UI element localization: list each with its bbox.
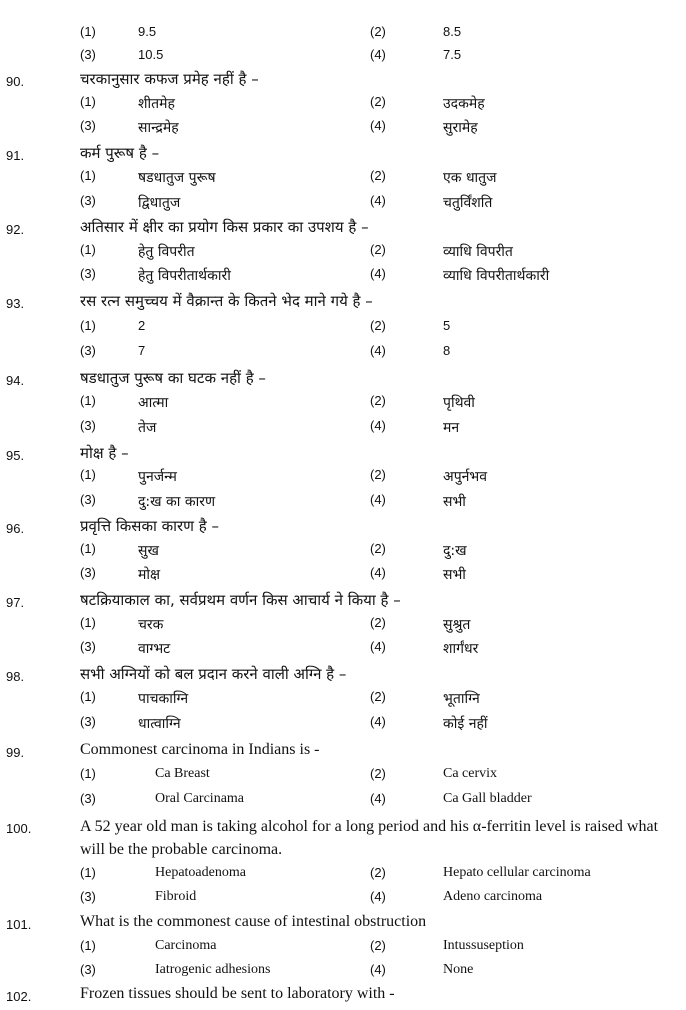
option-text: सभी xyxy=(443,494,466,510)
option-number: (2) xyxy=(370,689,386,704)
option-text: 5 xyxy=(443,318,451,333)
option-number: (3) xyxy=(80,118,96,133)
option-row xyxy=(0,418,686,442)
question-number: 99. xyxy=(6,745,25,760)
option-text: शीतमेह xyxy=(138,96,175,112)
option-number: (1) xyxy=(80,541,96,556)
question-text: प्रवृत्ति किसका कारण है – xyxy=(80,517,219,535)
option-row xyxy=(0,266,686,290)
option-number: (3) xyxy=(80,492,96,507)
option-text: सुरामेह xyxy=(443,120,478,136)
option-row xyxy=(0,318,686,342)
option-number: (1) xyxy=(80,689,96,704)
option-text: पृथिवी xyxy=(443,395,475,411)
option-number: (4) xyxy=(370,962,386,977)
option-number: (4) xyxy=(370,639,386,654)
option-number: (2) xyxy=(370,865,386,880)
option-row xyxy=(0,639,686,663)
question-number: 95. xyxy=(6,448,25,463)
option-number: (2) xyxy=(370,615,386,630)
question-text: रस रत्न समुच्चय में वैक्रान्त के कितने भेद माने गये है – xyxy=(80,292,373,310)
option-text: भूताग्नि xyxy=(443,691,480,707)
option-text: शार्गंधर xyxy=(443,641,479,657)
option-number: (1) xyxy=(80,615,96,630)
option-row xyxy=(0,168,686,192)
option-text: आत्मा xyxy=(138,395,169,411)
option-number: (1) xyxy=(80,393,96,408)
option-text: तेज xyxy=(138,420,157,436)
option-number: (1) xyxy=(80,766,96,781)
option-number: (4) xyxy=(370,492,386,507)
option-text: द्विधातुज xyxy=(138,195,181,211)
option-number: (1) xyxy=(80,24,96,39)
option-text: सुख xyxy=(138,543,159,559)
option-row xyxy=(0,714,686,738)
question-number: 91. xyxy=(6,148,25,163)
option-text: धात्वाग्नि xyxy=(138,716,181,732)
option-text: व्याधि विपरीतार्थकारी xyxy=(443,268,550,284)
option-text: दु:ख का कारण xyxy=(138,494,216,510)
option-text: 2 xyxy=(138,318,146,333)
option-text: None xyxy=(443,962,474,977)
option-number: (4) xyxy=(370,791,386,806)
option-number: (2) xyxy=(370,94,386,109)
option-number: (1) xyxy=(80,168,96,183)
option-row xyxy=(0,938,686,962)
option-row xyxy=(0,541,686,565)
option-number: (2) xyxy=(370,242,386,257)
option-text: Hepato cellular carcinoma xyxy=(443,865,591,880)
question-text: A 52 year old man is taking alcohol for a long period and his α-ferritin level is raised what will be the probable carcinoma. xyxy=(80,818,659,858)
option-number: (2) xyxy=(370,318,386,333)
option-number: (1) xyxy=(80,467,96,482)
option-number: (2) xyxy=(370,393,386,408)
option-row xyxy=(0,865,686,889)
option-row xyxy=(0,118,686,142)
option-text: Oral Carcinama xyxy=(155,791,245,806)
option-text: 7 xyxy=(138,343,146,358)
option-text: मोक्ष xyxy=(138,567,161,583)
option-text: हेतु विपरीतार्थकारी xyxy=(138,268,231,284)
option-row xyxy=(0,766,686,790)
option-number: (1) xyxy=(80,94,96,109)
option-text: एक धातुज xyxy=(443,170,497,186)
option-row xyxy=(0,565,686,589)
question-text: षटक्रियाकाल का, सर्वप्रथम वर्णन किस आचार्य ने किया है – xyxy=(80,591,401,609)
option-text: 8.5 xyxy=(443,24,462,39)
option-number: (3) xyxy=(80,791,96,806)
question-text: मोक्ष है – xyxy=(80,444,129,462)
option-text: पाचकाग्नि xyxy=(138,691,189,707)
option-number: (1) xyxy=(80,865,96,880)
option-row xyxy=(0,689,686,713)
option-number: (3) xyxy=(80,889,96,904)
option-number: (4) xyxy=(370,266,386,281)
option-text: वाग्भट xyxy=(138,641,171,657)
option-text: पुनर्जन्म xyxy=(138,469,177,485)
option-row xyxy=(0,393,686,417)
question-number: 96. xyxy=(6,521,25,536)
option-row xyxy=(0,343,686,367)
option-number: (2) xyxy=(370,24,386,39)
option-number: (2) xyxy=(370,938,386,953)
option-row xyxy=(0,791,686,815)
option-number: (3) xyxy=(80,962,96,977)
question-text: अतिसार में क्षीर का प्रयोग किस प्रकार का उपशय है – xyxy=(80,218,369,236)
option-row xyxy=(0,615,686,639)
option-row xyxy=(0,889,686,913)
option-text: Intussuseption xyxy=(443,938,524,953)
option-row xyxy=(0,242,686,266)
option-text: सान्द्रमेह xyxy=(138,120,179,136)
option-number: (3) xyxy=(80,418,96,433)
option-number: (3) xyxy=(80,193,96,208)
option-number: (1) xyxy=(80,318,96,333)
option-text: Ca Breast xyxy=(155,766,210,781)
option-number: (3) xyxy=(80,343,96,358)
question-text: कर्म पुरूष है – xyxy=(80,144,160,162)
question-number: 92. xyxy=(6,222,25,237)
question-number: 97. xyxy=(6,595,25,610)
question-number: 100. xyxy=(6,821,32,836)
question-number: 90. xyxy=(6,74,25,89)
option-number: (4) xyxy=(370,193,386,208)
option-text: सुश्रुत xyxy=(443,617,471,633)
option-row xyxy=(0,492,686,516)
option-text: मन xyxy=(443,420,460,436)
option-number: (4) xyxy=(370,565,386,580)
question-number: 98. xyxy=(6,669,25,684)
option-text: 8 xyxy=(443,343,451,358)
question-text: What is the commonest cause of intestinal obstruction xyxy=(80,913,427,930)
option-text: Fibroid xyxy=(155,889,197,904)
option-number: (3) xyxy=(80,714,96,729)
option-number: (1) xyxy=(80,242,96,257)
option-text: Ca Gall bladder xyxy=(443,791,532,806)
option-number: (2) xyxy=(370,467,386,482)
option-text: हेतु विपरीत xyxy=(138,244,195,260)
option-text: सभी xyxy=(443,567,466,583)
question-text: चरकानुसार कफज प्रमेह नहीं है – xyxy=(80,70,259,88)
option-number: (4) xyxy=(370,118,386,133)
option-row xyxy=(0,193,686,217)
option-number: (4) xyxy=(370,714,386,729)
option-text: व्याधि विपरीत xyxy=(443,244,513,260)
option-text: Iatrogenic adhesions xyxy=(155,962,271,977)
question-text: Commonest carcinoma in Indians is - xyxy=(80,741,320,758)
option-text: चरक xyxy=(138,617,164,633)
option-number: (4) xyxy=(370,889,386,904)
option-number: (1) xyxy=(80,938,96,953)
option-text: अपुर्नभव xyxy=(443,469,488,485)
option-row xyxy=(0,467,686,491)
option-text: चतुर्विंशति xyxy=(443,195,493,211)
option-text: कोई नहीं xyxy=(443,716,488,732)
question-number: 94. xyxy=(6,373,25,388)
option-text: Hepatoadenoma xyxy=(155,865,246,880)
option-number: (2) xyxy=(370,541,386,556)
option-number: (3) xyxy=(80,639,96,654)
option-text: Carcinoma xyxy=(155,938,217,953)
option-text: Ca cervix xyxy=(443,766,498,781)
question-text: सभी अग्नियों को बल प्रदान करने वाली अग्नि है – xyxy=(80,665,347,683)
option-text: 10.5 xyxy=(138,47,164,62)
option-number: (4) xyxy=(370,418,386,433)
option-number: (3) xyxy=(80,565,96,580)
option-number: (2) xyxy=(370,766,386,781)
option-number: (3) xyxy=(80,266,96,281)
option-number: (4) xyxy=(370,343,386,358)
option-text: उदकमेह xyxy=(443,96,485,112)
question-text: षडधातुज पुरूष का घटक नहीं है – xyxy=(80,369,266,387)
question-text: Frozen tissues should be sent to laboratory with - xyxy=(80,985,395,1002)
option-row xyxy=(0,24,686,48)
option-row xyxy=(0,94,686,118)
question-number: 93. xyxy=(6,296,25,311)
option-number: (3) xyxy=(80,47,96,62)
option-text: दु:ख xyxy=(443,543,467,559)
option-row xyxy=(0,962,686,986)
option-number: (4) xyxy=(370,47,386,62)
question-number: 102. xyxy=(6,989,32,1004)
option-row xyxy=(0,47,686,71)
option-text: 9.5 xyxy=(138,24,157,39)
option-number: (2) xyxy=(370,168,386,183)
question-number: 101. xyxy=(6,917,32,932)
option-text: षडधातुज पुरूष xyxy=(138,170,216,186)
option-text: Adeno carcinoma xyxy=(443,889,543,904)
option-text: 7.5 xyxy=(443,47,462,62)
